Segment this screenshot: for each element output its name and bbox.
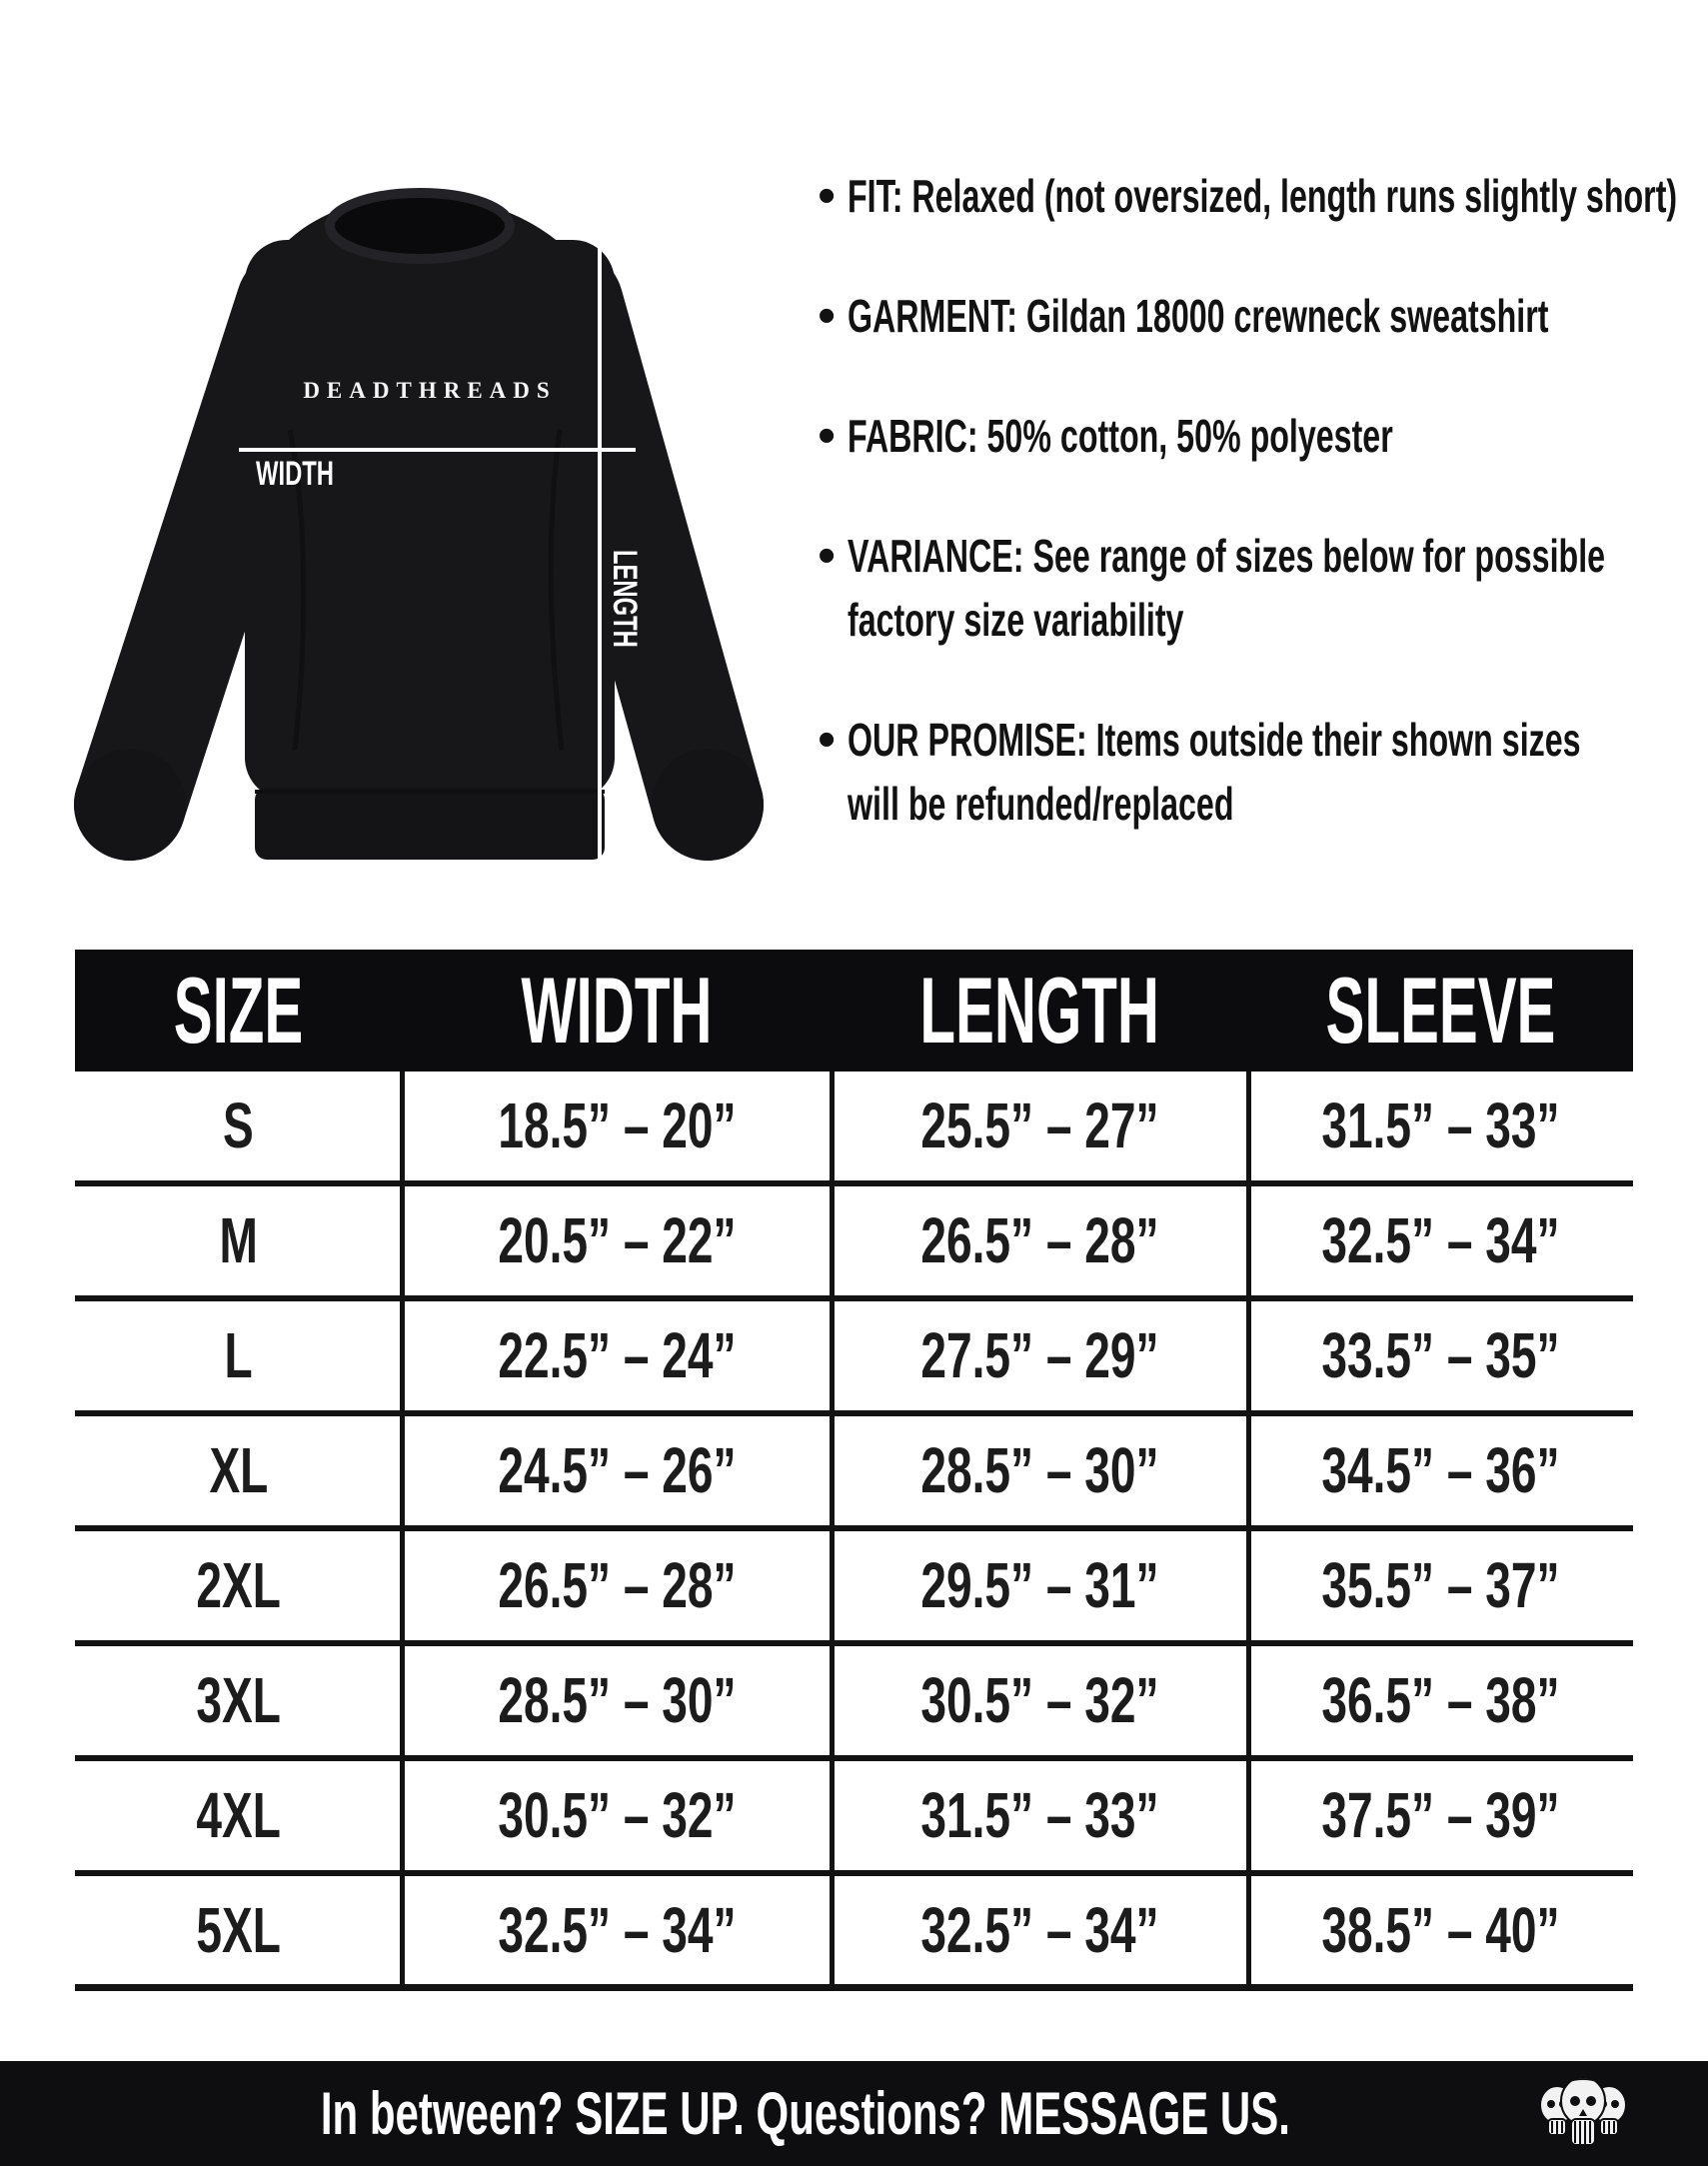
cell-size-text: M xyxy=(219,1204,258,1276)
column-header-size xyxy=(75,950,402,1072)
cell-sleeve-text: 34.5” – 36” xyxy=(1321,1434,1560,1506)
bullet-text xyxy=(848,284,1708,348)
cell-length-text: 31.5” – 33” xyxy=(920,1779,1159,1851)
cell-width xyxy=(402,1761,832,1870)
cell-length xyxy=(832,1876,1248,1985)
cell-length xyxy=(832,1761,1248,1870)
cell-sleeve xyxy=(1248,1301,1633,1410)
bullet-item xyxy=(818,404,1697,468)
cell-width-text: 32.5” – 34” xyxy=(497,1894,737,1966)
cell-width xyxy=(402,1072,832,1180)
bullet-line: FABRIC: 50% cotton, 50% polyester xyxy=(848,410,1393,462)
table-row xyxy=(75,1761,1633,1876)
table-row xyxy=(75,1186,1633,1301)
hem-band xyxy=(255,788,605,860)
right-cuff xyxy=(652,749,764,861)
sweatshirt-illustration xyxy=(40,100,800,870)
cell-size-text: 2XL xyxy=(196,1549,281,1621)
table-header xyxy=(75,950,1633,1072)
left-cuff xyxy=(74,749,186,861)
cell-size-text: 3XL xyxy=(196,1664,281,1736)
cell-sleeve-text: 31.5” – 33” xyxy=(1321,1089,1560,1161)
cell-width xyxy=(402,1876,832,1985)
product-bullets xyxy=(818,164,1697,892)
cell-sleeve xyxy=(1248,1876,1633,1985)
table-row xyxy=(75,1531,1633,1646)
bullet-dot-icon: • xyxy=(818,711,837,769)
cell-size-text: 4XL xyxy=(196,1779,281,1851)
cell-size xyxy=(75,1416,402,1525)
bullet-text xyxy=(848,708,1708,836)
cell-length-text: 29.5” – 31” xyxy=(920,1549,1159,1621)
bullet-line: VARIANCE: See range of sizes below for possible xyxy=(848,530,1606,582)
bullet-line: will be refunded/replaced xyxy=(848,778,1234,830)
bullet-dot-icon: • xyxy=(818,167,837,225)
table-row xyxy=(75,1646,1633,1761)
cell-size xyxy=(75,1072,402,1180)
cell-width xyxy=(402,1301,832,1410)
brand-logo-text: DEADTHREADS xyxy=(303,378,557,403)
cell-length-text: 26.5” – 28” xyxy=(920,1204,1159,1276)
cell-sleeve-text: 35.5” – 37” xyxy=(1321,1549,1560,1621)
cell-width xyxy=(402,1186,832,1295)
cell-length xyxy=(832,1531,1248,1640)
column-divider xyxy=(830,1072,835,1991)
cell-sleeve-text: 32.5” – 34” xyxy=(1321,1204,1560,1276)
bullet-line: OUR PROMISE: Items outside their shown sizes xyxy=(848,714,1581,766)
cell-size xyxy=(75,1646,402,1755)
cell-size-text: XL xyxy=(209,1434,268,1506)
cell-size xyxy=(75,1761,402,1870)
width-label-text: WIDTH xyxy=(256,455,334,493)
size-chart-table xyxy=(75,950,1633,1991)
width-measure-line xyxy=(239,448,636,452)
column-header-sleeve-text: SLEEVE xyxy=(1325,958,1556,1063)
cell-size xyxy=(75,1186,402,1295)
bullet-line: GARMENT: Gildan 18000 crewneck sweatshirt xyxy=(848,290,1549,342)
bullet-item xyxy=(818,708,1697,836)
footer-message-text: In between? SIZE UP. Questions? MESSAGE US. xyxy=(320,2080,1290,2147)
cell-width xyxy=(402,1646,832,1755)
bullet-item xyxy=(818,524,1697,652)
cell-width xyxy=(402,1416,832,1525)
cell-sleeve-text: 38.5” – 40” xyxy=(1321,1894,1560,1966)
bullet-line: FIT: Relaxed (not oversized, length runs slightly short) xyxy=(848,170,1678,222)
bullet-dot-icon: • xyxy=(818,527,837,585)
table-row xyxy=(75,1416,1633,1531)
column-header-length-text: LENGTH xyxy=(919,958,1160,1063)
cell-sleeve xyxy=(1248,1186,1633,1295)
cell-length xyxy=(832,1646,1248,1755)
column-divider xyxy=(400,1072,405,1991)
cell-width-text: 28.5” – 30” xyxy=(497,1664,737,1736)
bullet-text xyxy=(848,164,1708,228)
cell-size xyxy=(75,1531,402,1640)
cell-size xyxy=(75,1301,402,1410)
bullet-text xyxy=(848,524,1708,652)
cell-sleeve-text: 37.5” – 39” xyxy=(1321,1779,1560,1851)
length-label: LENGTH xyxy=(606,550,644,648)
cell-sleeve-text: 36.5” – 38” xyxy=(1321,1664,1560,1736)
three-skulls-icon xyxy=(1533,2071,1633,2155)
cell-sleeve xyxy=(1248,1416,1633,1525)
cell-length xyxy=(832,1416,1248,1525)
cell-width-text: 20.5” – 22” xyxy=(497,1204,737,1276)
bullet-item xyxy=(818,284,1697,348)
cell-sleeve xyxy=(1248,1072,1633,1180)
cell-sleeve xyxy=(1248,1531,1633,1640)
bullet-item xyxy=(818,164,1697,228)
cell-length xyxy=(832,1072,1248,1180)
column-divider xyxy=(1246,1072,1251,1991)
cell-sleeve-text: 33.5” – 35” xyxy=(1321,1319,1560,1391)
cell-width xyxy=(402,1531,832,1640)
cell-length xyxy=(832,1301,1248,1410)
cell-length-text: 25.5” – 27” xyxy=(920,1089,1159,1161)
cell-width-text: 18.5” – 20” xyxy=(497,1089,737,1161)
cell-length-text: 32.5” – 34” xyxy=(920,1894,1159,1966)
size-chart-rows xyxy=(75,1072,1633,1991)
column-header-length xyxy=(832,950,1248,1072)
width-label xyxy=(256,455,367,493)
bullet-text xyxy=(848,404,1697,468)
footer-message xyxy=(0,2061,1610,2166)
skull-center xyxy=(1561,2077,1605,2145)
column-header-width xyxy=(402,950,832,1072)
column-header-width-text: WIDTH xyxy=(521,958,713,1063)
sweatshirt-figure xyxy=(40,100,800,870)
cell-size-text: S xyxy=(223,1089,254,1161)
cell-sleeve xyxy=(1248,1646,1633,1755)
cell-size-text: L xyxy=(224,1319,253,1391)
table-row xyxy=(75,1072,1633,1186)
cell-width-text: 30.5” – 32” xyxy=(497,1779,737,1851)
cell-width-text: 22.5” – 24” xyxy=(497,1319,737,1391)
cell-length xyxy=(832,1186,1248,1295)
footer-bar xyxy=(0,2061,1708,2166)
table-row xyxy=(75,1876,1633,1991)
column-header-size-text: SIZE xyxy=(173,958,304,1063)
cell-size xyxy=(75,1876,402,1985)
length-measure-line xyxy=(598,232,602,862)
table-row xyxy=(75,1301,1633,1416)
cell-sleeve xyxy=(1248,1761,1633,1870)
cell-size-text: 5XL xyxy=(196,1894,281,1966)
cell-length-text: 27.5” – 29” xyxy=(920,1319,1159,1391)
bullet-dot-icon: • xyxy=(818,287,837,345)
bullet-dot-icon: • xyxy=(818,407,837,465)
cell-length-text: 28.5” – 30” xyxy=(920,1434,1159,1506)
cell-width-text: 24.5” – 26” xyxy=(497,1434,737,1506)
cell-width-text: 26.5” – 28” xyxy=(497,1549,737,1621)
column-header-sleeve xyxy=(1248,950,1633,1072)
cell-length-text: 30.5” – 32” xyxy=(920,1664,1159,1736)
bullet-line: factory size variability xyxy=(848,594,1184,646)
